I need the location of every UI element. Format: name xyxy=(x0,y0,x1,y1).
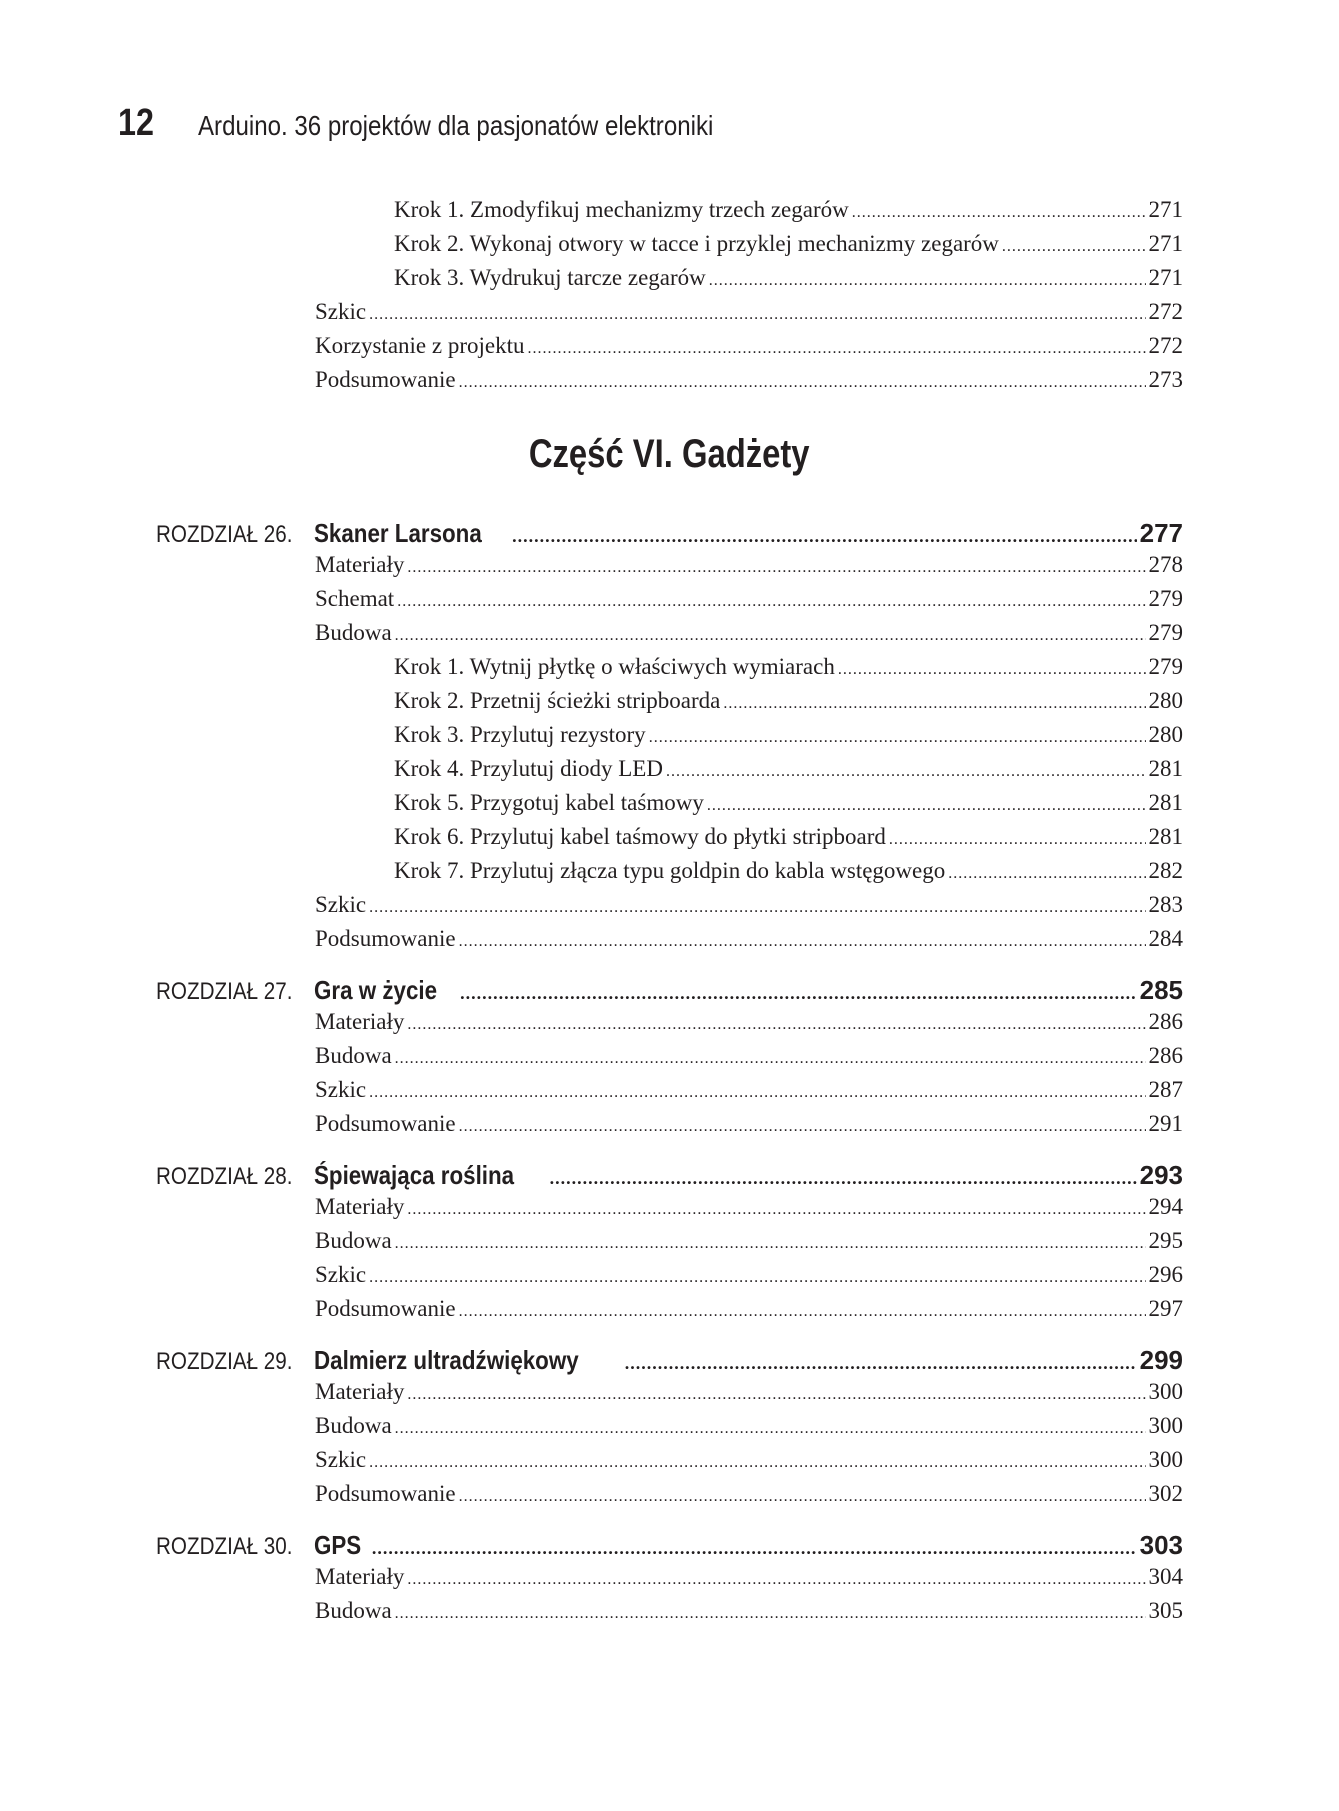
toc-entry xyxy=(394,824,1183,850)
toc-entry-text: Budowa xyxy=(315,1228,392,1253)
toc-entry-page: 280 xyxy=(1148,722,1183,747)
chapter-label: ROZDZIAŁ 30. xyxy=(156,1533,293,1560)
header-page-number: 12 xyxy=(118,102,154,144)
toc-entry-text: Krok 3. Przylutuj rezystory xyxy=(394,722,646,747)
toc-entry-text: Szkic xyxy=(315,892,367,917)
dot-leader xyxy=(707,797,1146,815)
toc-entry-page: 284 xyxy=(1148,926,1183,951)
toc-entry-page: 278 xyxy=(1148,552,1183,577)
toc-entry xyxy=(394,654,1183,680)
toc-entry xyxy=(315,1379,1183,1405)
dot-leader xyxy=(407,1571,1145,1589)
dot-leader xyxy=(459,933,1146,951)
dot-leader xyxy=(459,374,1146,392)
toc-entry-text: Budowa xyxy=(315,1043,392,1068)
toc-entry xyxy=(315,892,1183,918)
header-book-title: Arduino. 36 projektów dla pasjonatów elektroniki xyxy=(198,110,714,141)
toc-entry-text: Budowa xyxy=(315,1598,392,1623)
chapter-page: 285 xyxy=(1139,975,1183,1005)
dot-leader xyxy=(527,340,1145,358)
dot-leader xyxy=(512,526,1137,547)
dot-leader xyxy=(407,559,1145,577)
toc-entry-page: 279 xyxy=(1148,620,1183,645)
dot-leader xyxy=(460,983,1137,1004)
toc-entry-text: Krok 6. Przylutuj kabel taśmowy do płytki stripboard xyxy=(394,824,886,849)
toc-entry-page: 297 xyxy=(1148,1296,1183,1321)
dot-leader xyxy=(369,1269,1145,1287)
chapter-heading xyxy=(156,975,1183,1006)
toc-entry-text: Szkic xyxy=(315,1447,367,1472)
toc-entry-page: 300 xyxy=(1148,1447,1183,1472)
toc-entry xyxy=(315,367,1183,393)
toc-entry-text: Szkic xyxy=(315,1077,367,1102)
toc-entry-text: Krok 4. Przylutuj diody LED xyxy=(394,756,663,781)
chapter-page: 299 xyxy=(1139,1345,1183,1375)
toc-entry xyxy=(315,1228,1183,1254)
toc-entry xyxy=(394,858,1183,884)
toc-entry-text: Podsumowanie xyxy=(315,1296,456,1321)
toc-entry-page: 283 xyxy=(1148,892,1183,917)
chapter-heading xyxy=(156,1160,1183,1191)
toc-entry xyxy=(315,1447,1183,1473)
toc-entry-text: Materiały xyxy=(315,1379,405,1404)
toc-entry-page: 272 xyxy=(1148,299,1183,324)
toc-entry-page: 305 xyxy=(1148,1598,1183,1623)
dot-leader xyxy=(459,1118,1146,1136)
dot-leader xyxy=(369,899,1145,917)
dot-leader xyxy=(723,695,1145,713)
toc-entry-text: Korzystanie z projektu xyxy=(315,333,525,358)
toc-entry-text: Krok 7. Przylutuj złącza typu goldpin do kabla wstęgowego xyxy=(394,858,946,883)
toc-entry xyxy=(315,552,1183,578)
part-title-text: Część VI. Gadżety xyxy=(529,432,810,476)
dot-leader xyxy=(395,1235,1146,1253)
dot-leader xyxy=(395,1605,1146,1623)
dot-leader xyxy=(369,1084,1145,1102)
toc-entry-text: Krok 1. Wytnij płytkę o właściwych wymiarach xyxy=(394,654,835,679)
toc-entry-text: Podsumowanie xyxy=(315,1111,456,1136)
dot-leader xyxy=(395,1420,1146,1438)
toc-entry xyxy=(394,688,1183,714)
toc-entry-page: 280 xyxy=(1148,688,1183,713)
chapter-label: ROZDZIAŁ 27. xyxy=(156,978,293,1005)
toc-entry-page: 295 xyxy=(1148,1228,1183,1253)
toc-entry-page: 300 xyxy=(1148,1379,1183,1404)
dot-leader xyxy=(625,1353,1137,1374)
dot-leader xyxy=(372,1538,1137,1559)
toc-entry xyxy=(315,1077,1183,1103)
toc-entry-page: 281 xyxy=(1148,824,1183,849)
toc-entry xyxy=(394,231,1183,257)
dot-leader xyxy=(397,593,1145,611)
toc-entry-text: Budowa xyxy=(315,620,392,645)
dot-leader xyxy=(838,661,1146,679)
toc-entry-page: 291 xyxy=(1148,1111,1183,1136)
toc-entry-page: 286 xyxy=(1148,1043,1183,1068)
chapter-page: 303 xyxy=(1139,1530,1183,1560)
toc-entry-text: Materiały xyxy=(315,1194,405,1219)
chapter-title: Dalmierz ultradźwiękowy xyxy=(314,1345,579,1375)
toc-entry xyxy=(394,756,1183,782)
toc-entry-page: 282 xyxy=(1148,858,1183,883)
toc-entry-page: 271 xyxy=(1148,197,1183,222)
toc-entry-page: 281 xyxy=(1148,756,1183,781)
toc-entry-text: Krok 5. Przygotuj kabel taśmowy xyxy=(394,790,704,815)
toc-entry-page: 271 xyxy=(1148,231,1183,256)
toc-entry xyxy=(315,1481,1183,1507)
toc-entry-page: 272 xyxy=(1148,333,1183,358)
toc-entry-text: Szkic xyxy=(315,1262,367,1287)
dot-leader xyxy=(407,1386,1145,1404)
toc-entry xyxy=(394,722,1183,748)
toc-entry-page: 296 xyxy=(1148,1262,1183,1287)
dot-leader xyxy=(395,627,1146,645)
toc-entry-text: Materiały xyxy=(315,1564,405,1589)
chapter-label: ROZDZIAŁ 28. xyxy=(156,1163,293,1190)
toc-entry-text: Krok 1. Zmodyfikuj mechanizmy trzech zegarów xyxy=(394,197,849,222)
toc-entry-page: 294 xyxy=(1148,1194,1183,1219)
toc-entry-page: 279 xyxy=(1148,586,1183,611)
dot-leader xyxy=(407,1201,1145,1219)
chapter-heading xyxy=(156,1345,1183,1376)
dot-leader xyxy=(709,272,1146,290)
toc-entry-text: Podsumowanie xyxy=(315,367,456,392)
toc-entry xyxy=(315,1413,1183,1439)
dot-leader xyxy=(948,865,1145,883)
dot-leader xyxy=(459,1303,1146,1321)
dot-leader xyxy=(666,763,1146,781)
toc-entry xyxy=(394,197,1183,223)
dot-leader xyxy=(1002,238,1146,256)
dot-leader xyxy=(459,1488,1146,1506)
dot-leader xyxy=(407,1016,1145,1034)
chapter-title: Śpiewająca roślina xyxy=(314,1160,515,1190)
chapter-title: Gra w życie xyxy=(314,975,438,1005)
toc-entry xyxy=(315,926,1183,952)
toc-entry-text: Podsumowanie xyxy=(315,926,456,951)
dot-leader xyxy=(550,1168,1137,1189)
toc-entry xyxy=(315,1296,1183,1322)
toc-entry xyxy=(315,586,1183,612)
toc-entry xyxy=(315,1262,1183,1288)
toc-entry xyxy=(315,1009,1183,1035)
dot-leader xyxy=(649,729,1146,747)
toc-entry xyxy=(315,1564,1183,1590)
part-title xyxy=(0,432,1339,477)
toc-entry-page: 302 xyxy=(1148,1481,1183,1506)
toc-entry xyxy=(394,265,1183,291)
toc-entry xyxy=(394,790,1183,816)
toc-entry xyxy=(315,620,1183,646)
toc-entry xyxy=(315,1598,1183,1624)
chapter-title: GPS xyxy=(314,1530,362,1560)
toc-entry xyxy=(315,299,1183,325)
toc-entry-page: 279 xyxy=(1148,654,1183,679)
toc-entry-page: 287 xyxy=(1148,1077,1183,1102)
toc-entry xyxy=(315,1043,1183,1069)
toc-entry-text: Materiały xyxy=(315,552,405,577)
chapter-page: 293 xyxy=(1139,1160,1183,1190)
chapter-heading xyxy=(156,1530,1183,1561)
chapter-page: 277 xyxy=(1139,518,1183,548)
dot-leader xyxy=(369,1454,1145,1472)
toc-entry-text: Podsumowanie xyxy=(315,1481,456,1506)
chapter-label: ROZDZIAŁ 29. xyxy=(156,1348,293,1375)
toc-entry xyxy=(315,1111,1183,1137)
chapter-label: ROZDZIAŁ 26. xyxy=(156,521,293,548)
dot-leader xyxy=(889,831,1146,849)
toc-entry-text: Krok 2. Wykonaj otwory w tacce i przyklej mechanizmy zegarów xyxy=(394,231,999,256)
toc-entry-text: Schemat xyxy=(315,586,395,611)
toc-entry-text: Materiały xyxy=(315,1009,405,1034)
dot-leader xyxy=(852,204,1146,222)
dot-leader xyxy=(395,1050,1146,1068)
toc-entry-text: Szkic xyxy=(315,299,367,324)
toc-entry xyxy=(315,333,1183,359)
toc-entry-text: Krok 2. Przetnij ścieżki stripboarda xyxy=(394,688,721,713)
toc-entry-page: 271 xyxy=(1148,265,1183,290)
chapter-title: Skaner Larsona xyxy=(314,518,482,548)
toc-entry-page: 281 xyxy=(1148,790,1183,815)
toc-entry-page: 304 xyxy=(1148,1564,1183,1589)
dot-leader xyxy=(369,306,1145,324)
toc-entry xyxy=(315,1194,1183,1220)
toc-entry-text: Budowa xyxy=(315,1413,392,1438)
toc-entry-page: 286 xyxy=(1148,1009,1183,1034)
toc-entry-page: 300 xyxy=(1148,1413,1183,1438)
chapter-heading xyxy=(156,518,1183,549)
toc-entry-text: Krok 3. Wydrukuj tarcze zegarów xyxy=(394,265,706,290)
toc-entry-page: 273 xyxy=(1148,367,1183,392)
